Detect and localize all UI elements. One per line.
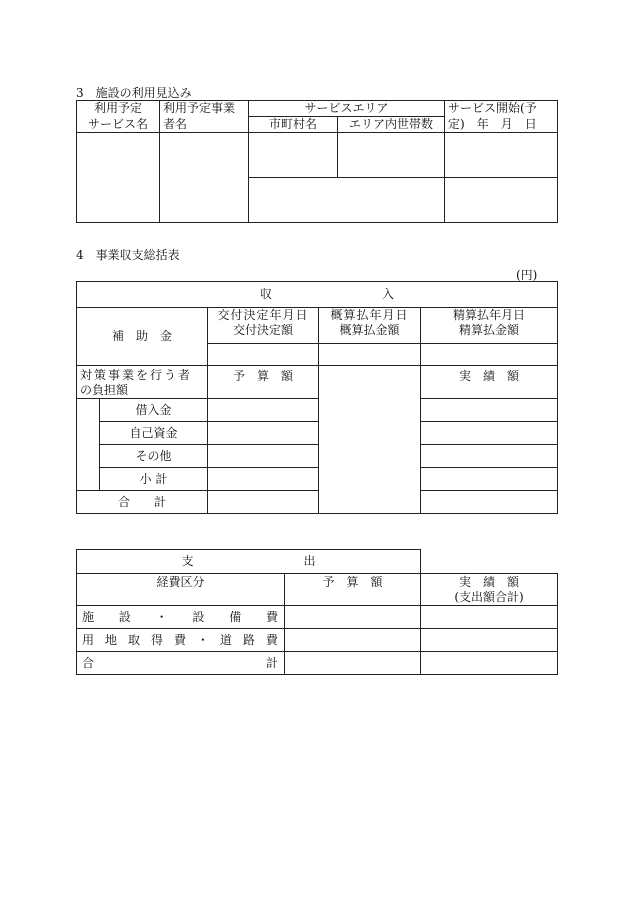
subtotal-budget-cell[interactable] bbox=[208, 468, 319, 491]
grant-header bbox=[208, 308, 319, 344]
loan-actual-cell[interactable] bbox=[421, 399, 558, 422]
approx-amount-label: 概算払金額 bbox=[339, 323, 400, 337]
service-name-cell[interactable] bbox=[77, 133, 160, 223]
area-cell-2[interactable] bbox=[249, 178, 445, 223]
facility-char-1: 設 bbox=[118, 609, 131, 624]
area-header: サービスエリア bbox=[249, 101, 445, 117]
grant-amount-label: 交付決定額 bbox=[232, 323, 293, 337]
start-date-cell-2[interactable] bbox=[445, 178, 558, 223]
grant-date-label: 交付決定年月日 bbox=[217, 308, 309, 322]
land-char-3: 得 bbox=[150, 632, 163, 647]
households-cell[interactable] bbox=[338, 133, 445, 178]
service-name-header-2: サービス名 bbox=[77, 117, 160, 133]
municipality-cell[interactable] bbox=[249, 133, 338, 178]
final-value-cell[interactable] bbox=[421, 344, 558, 366]
facility-char-2: ・ bbox=[155, 609, 168, 624]
own-funds-label: 自己資金 bbox=[100, 422, 208, 445]
total-label bbox=[77, 491, 208, 514]
operator-header: 利用予定事業 bbox=[160, 101, 249, 117]
expense-total-label bbox=[77, 652, 285, 675]
approx-value-cell[interactable] bbox=[319, 344, 421, 366]
expense-table bbox=[76, 549, 558, 675]
expense-total-char-0: 合 bbox=[82, 655, 95, 670]
start-header: サービス開始(予 bbox=[445, 101, 558, 117]
expense-actual-label-2: (支出額合計) bbox=[454, 590, 524, 604]
facility-label bbox=[77, 606, 285, 629]
land-char-2: 取 bbox=[127, 632, 140, 647]
land-char-4: 費 bbox=[173, 632, 186, 647]
subsidy-label bbox=[77, 308, 208, 366]
operator-cell[interactable] bbox=[160, 133, 249, 223]
other-budget-cell[interactable] bbox=[208, 445, 319, 468]
expense-actual-label-1: 実 績 額 bbox=[458, 575, 519, 589]
income-table bbox=[76, 281, 558, 514]
own-funds-actual-cell[interactable] bbox=[421, 422, 558, 445]
actual-header: 実 績 額 bbox=[421, 366, 558, 399]
section-4-heading: 4 事業収支総括表 bbox=[76, 248, 180, 262]
grant-value-cell[interactable] bbox=[208, 344, 319, 366]
budget-header: 予 算 額 bbox=[208, 366, 319, 399]
section-3-heading: 3 施設の利用見込み bbox=[76, 86, 192, 100]
subtotal-actual-cell[interactable] bbox=[421, 468, 558, 491]
approx-header bbox=[319, 308, 421, 344]
expense-header-2: 出 bbox=[303, 554, 316, 568]
burden-label-2: の負担額 bbox=[80, 383, 129, 397]
land-actual-cell[interactable] bbox=[421, 629, 558, 652]
expense-total-budget-cell[interactable] bbox=[285, 652, 421, 675]
other-actual-cell[interactable] bbox=[421, 445, 558, 468]
land-char-8: 費 bbox=[265, 632, 278, 647]
expense-actual-header bbox=[421, 574, 558, 606]
land-char-0: 用 bbox=[82, 632, 95, 647]
land-char-5: ・ bbox=[196, 632, 209, 647]
loan-budget-cell[interactable] bbox=[208, 399, 319, 422]
own-funds-budget-cell[interactable] bbox=[208, 422, 319, 445]
income-header-1: 収 bbox=[259, 287, 272, 301]
expense-header-row bbox=[77, 550, 421, 574]
service-name-header: 利用予定 bbox=[77, 101, 160, 117]
burden-label-1: 対策事業を行う者 bbox=[80, 368, 193, 382]
total-actual-cell[interactable] bbox=[421, 491, 558, 514]
expense-budget-header: 予 算 額 bbox=[285, 574, 421, 606]
facility-actual-cell[interactable] bbox=[421, 606, 558, 629]
total-text: 合 計 bbox=[117, 494, 166, 509]
final-header bbox=[421, 308, 558, 344]
start-date-cell[interactable] bbox=[445, 133, 558, 178]
approx-date-label: 概算払年月日 bbox=[330, 308, 409, 322]
land-budget-cell[interactable] bbox=[285, 629, 421, 652]
land-char-6: 道 bbox=[219, 632, 232, 647]
start-header-2: 定) 年 月 日 bbox=[445, 117, 558, 133]
income-header-row bbox=[77, 282, 558, 308]
other-label: その他 bbox=[100, 445, 208, 468]
subsidy-text: 補 助 金 bbox=[111, 329, 172, 343]
subtotal-label: 小 計 bbox=[100, 468, 208, 491]
operator-header-2: 者名 bbox=[160, 117, 249, 133]
expense-total-actual-cell[interactable] bbox=[421, 652, 558, 675]
facility-char-3: 設 bbox=[192, 609, 205, 624]
land-char-1: 地 bbox=[104, 632, 117, 647]
municipality-header: 市町村名 bbox=[249, 117, 338, 133]
approx-merged-cell bbox=[319, 366, 421, 514]
facility-char-4: 備 bbox=[229, 609, 242, 624]
facility-char-5: 費 bbox=[265, 609, 278, 624]
facility-char-0: 施 bbox=[82, 609, 95, 624]
households-header: エリア内世帯数 bbox=[338, 117, 445, 133]
facility-budget-cell[interactable] bbox=[285, 606, 421, 629]
expense-header-1: 支 bbox=[181, 554, 194, 568]
total-budget-cell[interactable] bbox=[208, 491, 319, 514]
income-header-2: 入 bbox=[382, 287, 395, 301]
indent-cell bbox=[77, 399, 100, 491]
land-char-7: 路 bbox=[242, 632, 255, 647]
expense-total-char-1: 計 bbox=[265, 655, 278, 670]
expense-header-blank bbox=[421, 550, 558, 574]
loan-label: 借入金 bbox=[100, 399, 208, 422]
unit-label: (円) bbox=[516, 268, 538, 282]
final-date-label: 精算払年月日 bbox=[453, 308, 526, 322]
burden-label bbox=[77, 366, 208, 399]
final-amount-label: 精算払金額 bbox=[459, 323, 520, 337]
usage-table bbox=[76, 100, 558, 223]
land-label bbox=[77, 629, 285, 652]
category-header: 経費区分 bbox=[77, 574, 285, 606]
